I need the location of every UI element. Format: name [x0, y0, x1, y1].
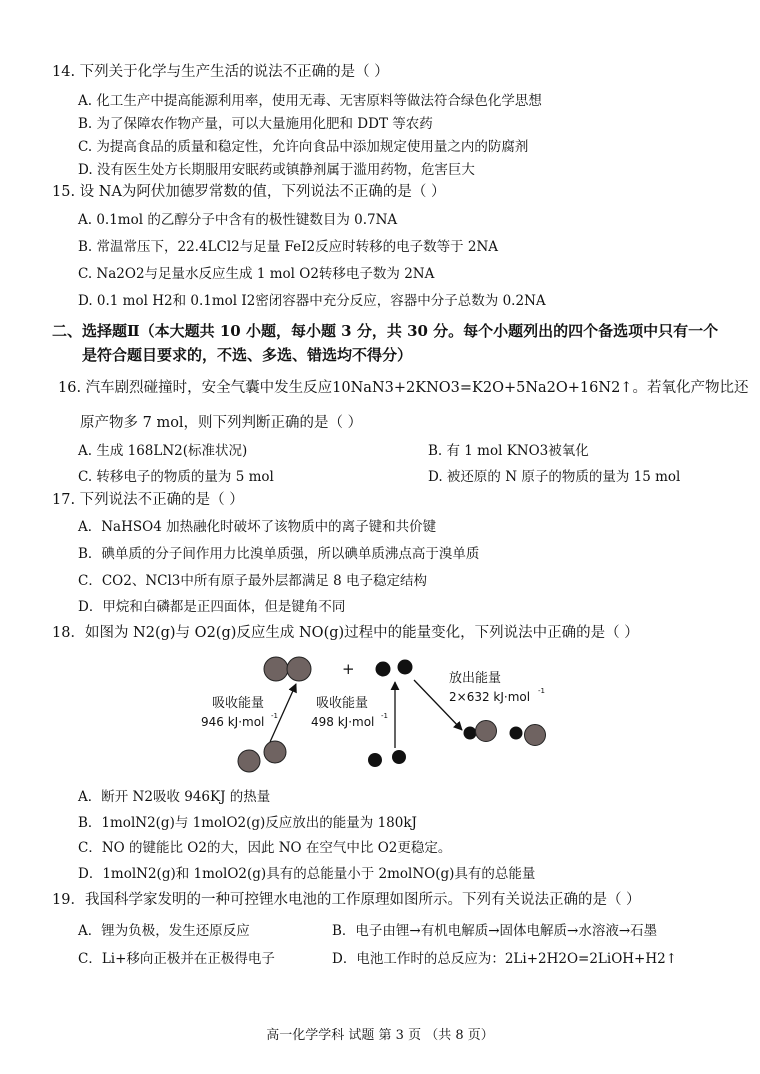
section-header-line-2: 是符合题目要求的，不选、多选、错选均不得分）	[82, 346, 413, 364]
no-2-n-atom	[525, 725, 546, 746]
question-18-option-a: A．断开 N2吸收 946KJ 的热量	[78, 789, 271, 805]
question-18-option-d: D．1molN2(g)和 1molO2(g)具有的总能量小于 2molNO(g)具有的总能量	[78, 866, 536, 882]
question-18-option-b: B．1molN2(g)与 1molO2(g)反应放出的能量为 180kJ	[78, 815, 417, 831]
question-14-option-a: A. 化工生产中提高能源利用率，使用无毒、无害原料等做法符合绿色化学思想	[78, 93, 542, 109]
question-16-option-a: A. 生成 168LN2(标准状况)	[78, 443, 248, 459]
no-1-o-atom	[464, 727, 477, 740]
question-17-option-c: C．CO2、NCl3中所有原子最外层都满足 8 电子稳定结构	[78, 573, 428, 589]
question-19-stem: 19．我国科学家发明的一种可控锂水电池的工作原理如图所示。下列有关说法正确的是（ ）	[52, 892, 641, 908]
question-14-stem: 14. 下列关于化学与生产生活的说法不正确的是（ ）	[52, 64, 389, 80]
plus-sign: +	[342, 660, 355, 678]
question-19-option-c: C．Li+移向正极并在正极得电子	[78, 951, 275, 967]
question-19-option-b: B．电子由锂→有机电解质→固体电解质→水溶液→石墨	[332, 923, 658, 939]
question-16-stem: 16. 汽车剧烈碰撞时，安全气囊中发生反应10NaN3+2KNO3=K2O+5Na2O+16N2↑。若氧化产物比还	[58, 380, 749, 396]
n-atom-bottom-left	[238, 750, 260, 772]
absorb-energy-label-1: 吸收能量	[212, 696, 265, 711]
question-17-option-a: A．NaHSO4 加热融化时破坏了该物质中的离子键和共价键	[78, 519, 437, 535]
n2-atom-top-right	[287, 657, 311, 681]
question-16-option-d: D. 被还原的 N 原子的物质的量为 15 mol	[428, 469, 681, 485]
question-15-option-a: A. 0.1mol 的乙醇分子中含有的极性键数目为 0.7NA	[78, 212, 398, 228]
question-17-stem: 17. 下列说法不正确的是（ ）	[52, 492, 244, 508]
superscript-3: -1	[538, 687, 545, 695]
question-16-option-b: B. 有 1 mol KNO3被氧化	[428, 443, 589, 459]
o-atom-bottom-right	[392, 750, 406, 764]
question-15-option-c: C. Na2O2与足量水反应生成 1 mol O2转移电子数为 2NA	[78, 266, 435, 282]
release-energy-value: 2×632 kJ·mol	[449, 690, 531, 704]
absorb-energy-value-2: 498 kJ·mol	[311, 715, 375, 729]
question-18-option-c: C．NO 的键能比 O2的大，因此 NO 在空气中比 O2更稳定。	[78, 840, 452, 856]
o-atom-bottom-left	[368, 753, 382, 767]
o2-atom-top-right	[398, 660, 413, 675]
question-16-stem-cont: 原产物多 7 mol，则下列判断正确的是（ ）	[80, 415, 363, 431]
arrow-no-formation	[414, 680, 462, 730]
n-atom-bottom-right	[264, 741, 286, 763]
n2-atom-top-left	[264, 657, 288, 681]
question-14-option-c: C. 为提高食品的质量和稳定性，允许向食品中添加规定使用量之内的防腐剂	[78, 139, 529, 155]
question-19-option-d: D．电池工作时的总反应为：2Li+2H2O=2LiOH+H2↑	[332, 951, 678, 967]
no-1-n-atom	[476, 721, 497, 742]
absorb-energy-value-1: 946 kJ·mol	[201, 715, 265, 729]
question-17-option-d: D．甲烷和白磷都是正四面体，但是键角不同	[78, 599, 346, 615]
section-header-line-1: 二、选择题Ⅱ（本大题共 10 小题，每小题 3 分，共 30 分。每个小题列出的四个备选项中只有一个	[52, 322, 719, 340]
question-17-option-b: B．碘单质的分子间作用力比溴单质强，所以碘单质沸点高于溴单质	[78, 546, 480, 562]
superscript-1: -1	[271, 712, 278, 720]
question-14-option-b: B. 为了保障农作物产量，可以大量施用化肥和 DDT 等农药	[78, 116, 433, 132]
question-16-option-c: C. 转移电子的物质的量为 5 mol	[78, 469, 274, 485]
question-18-stem: 18．如图为 N2(g)与 O2(g)反应生成 NO(g)过程中的能量变化，下列说法中正确的是（ ）	[52, 625, 639, 641]
question-15-option-b: B. 常温常压下，22.4LCl2与足量 FeI2反应时转移的电子数等于 2NA	[78, 239, 499, 255]
release-energy-label: 放出能量	[449, 671, 502, 686]
o2-atom-top-left	[376, 662, 391, 677]
question-19-option-a: A．锂为负极，发生还原反应	[78, 923, 250, 939]
question-15-stem: 15. 设 NA为阿伏加德罗常数的值，下列说法不正确的是（ ）	[52, 184, 446, 200]
absorb-energy-label-2: 吸收能量	[316, 696, 369, 711]
question-15-option-d: D. 0.1 mol H2和 0.1mol I2密闭容器中充分反应，容器中分子总数为 0.2NA	[78, 293, 546, 309]
no-2-o-atom	[510, 727, 523, 740]
superscript-2: -1	[381, 712, 388, 720]
question-14-option-d: D. 没有医生处方长期服用安眠药或镇静剂属于滥用药物，危害巨大	[78, 162, 475, 178]
page-footer: 高一化学学科 试题 第 3 页 （共 8 页）	[266, 1028, 494, 1043]
